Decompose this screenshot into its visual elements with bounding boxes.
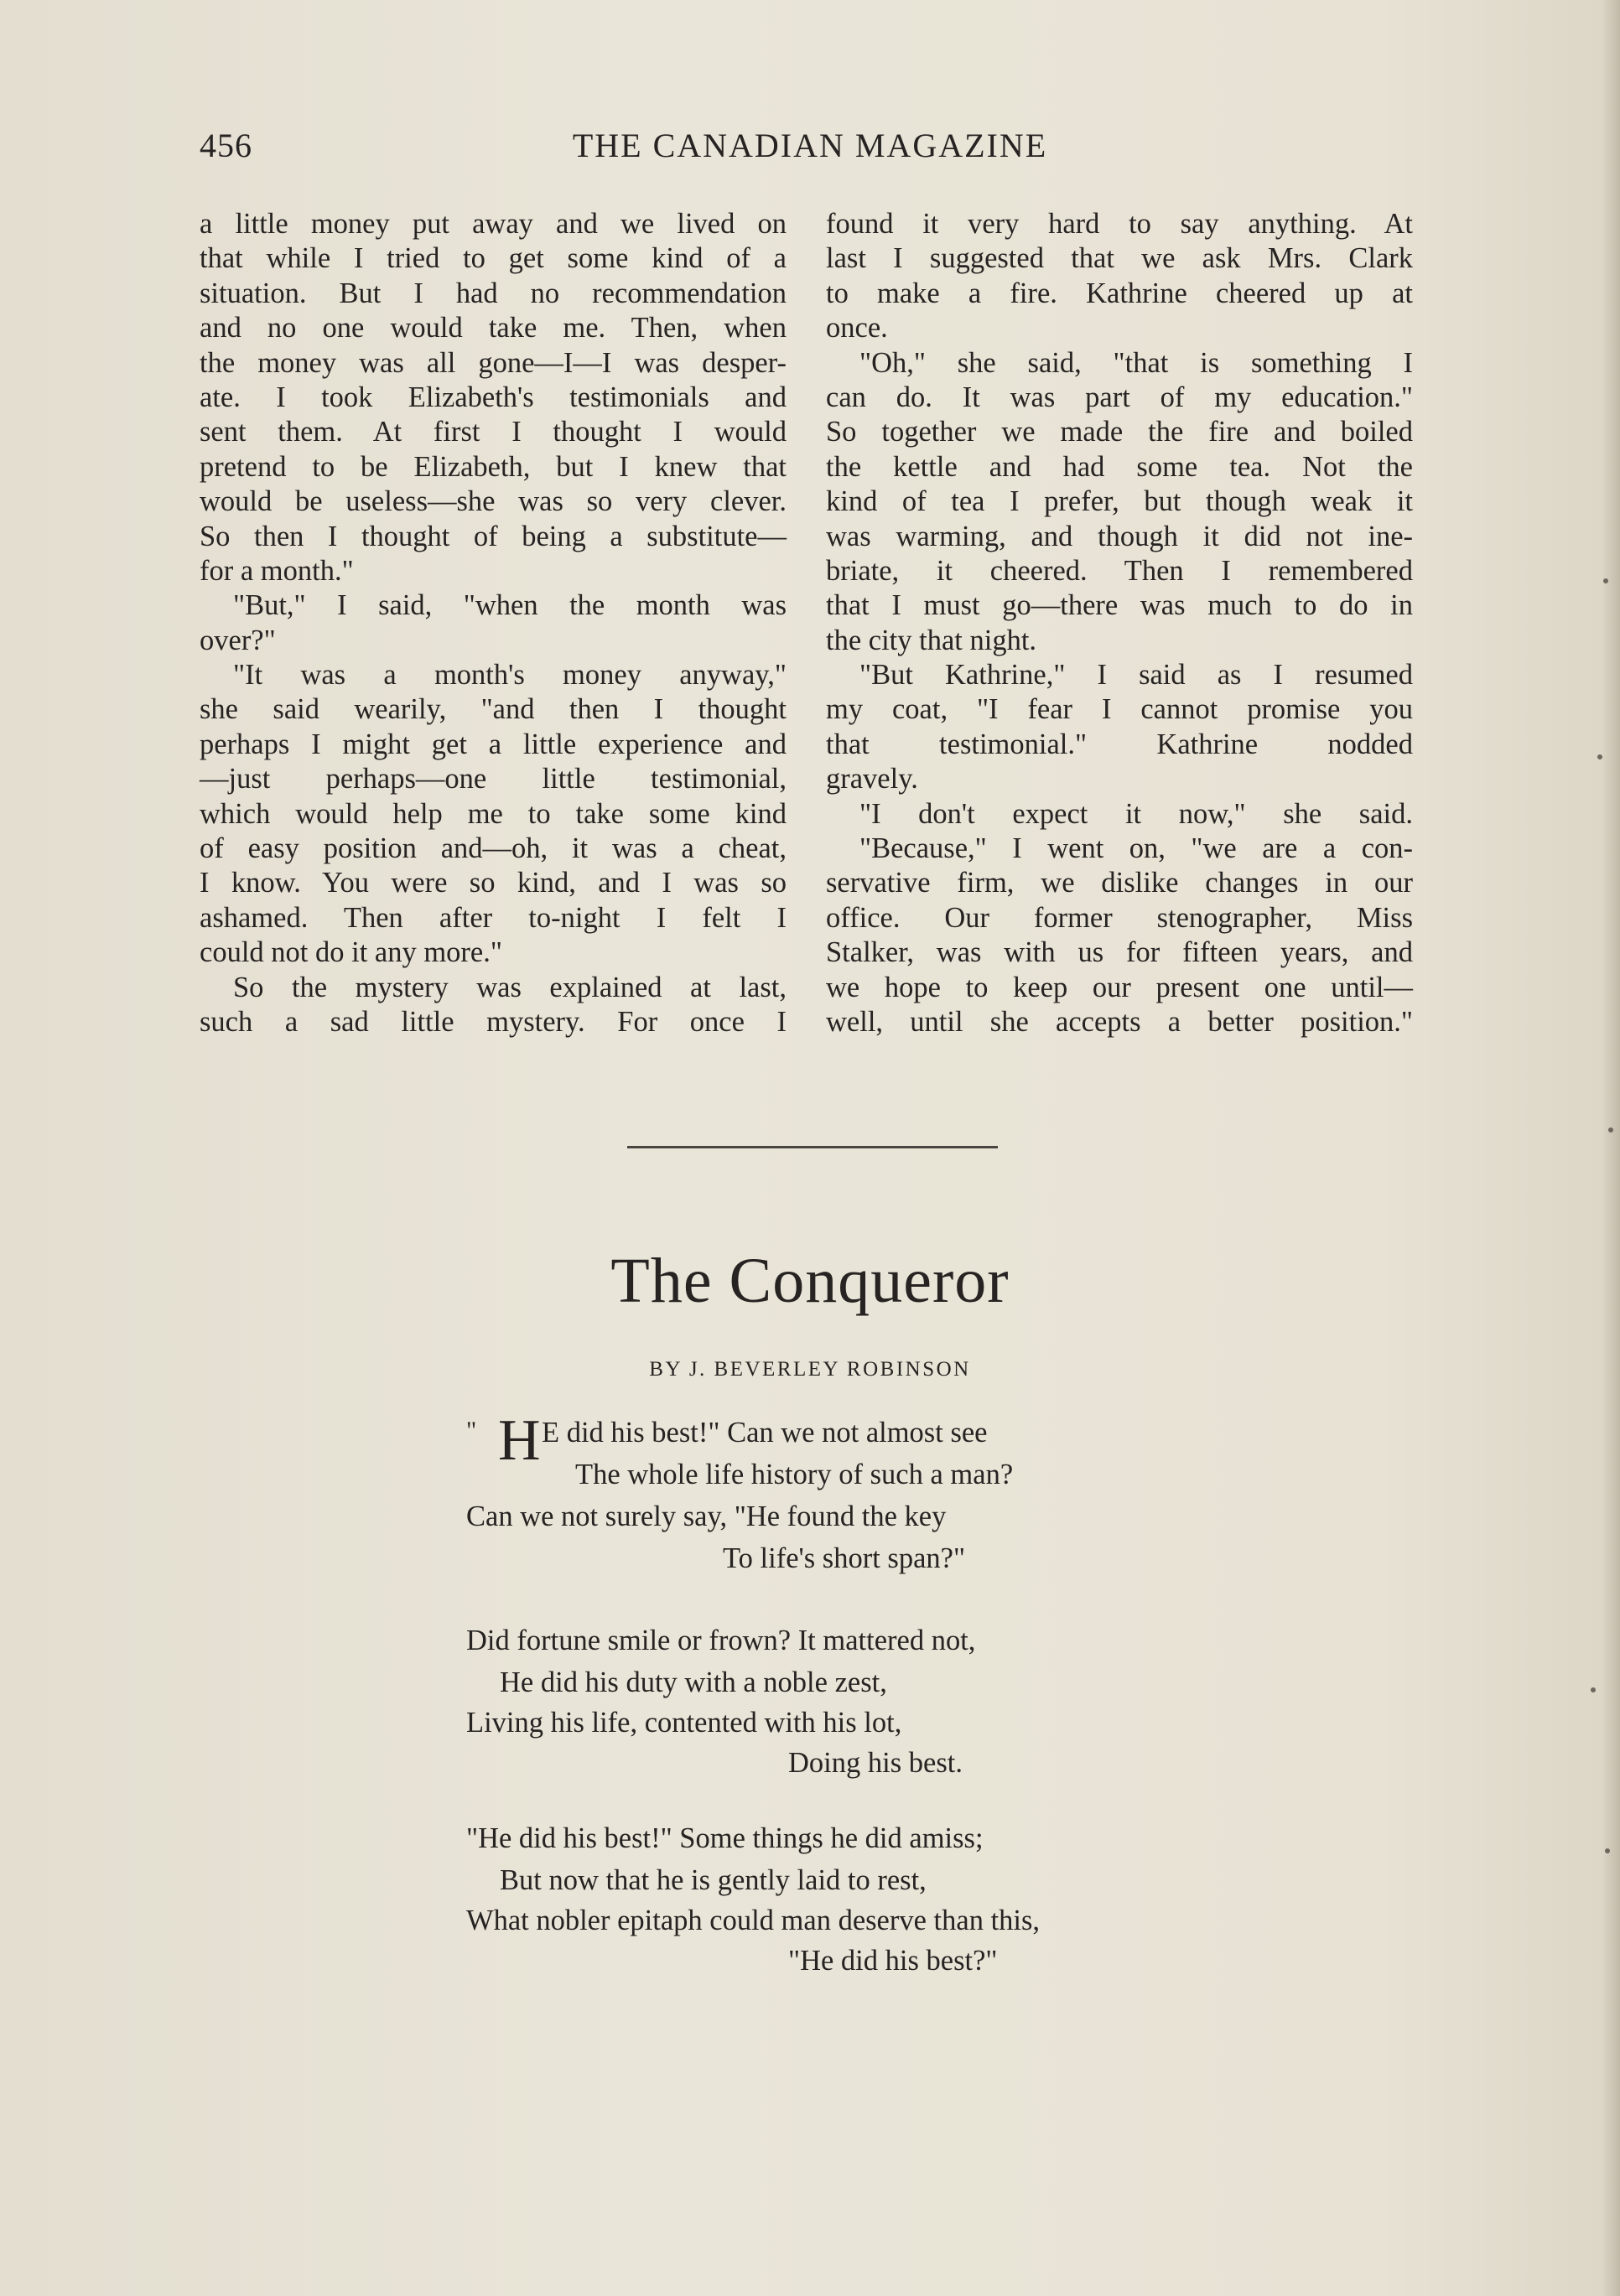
text-line: to make a fire. Kathrine cheered up at <box>826 277 1413 309</box>
poem-line: To life's short span?" <box>723 1542 966 1574</box>
text-line: So then I thought of being a substitute— <box>200 520 787 552</box>
text-line: we hope to keep our present one until— <box>826 971 1413 1003</box>
text-line: "It was a month's money anyway," <box>233 659 787 692</box>
text-line: I know. You were so kind, and I was so <box>200 867 787 899</box>
paper-speck <box>1603 578 1608 583</box>
text-line: briate, it cheered. Then I remembered <box>826 554 1413 587</box>
text-line: my coat, "I fear I cannot promise you <box>826 693 1413 726</box>
text-line: that while I tried to get some kind of a <box>200 242 787 275</box>
text-line: the kettle and had some tea. Not the <box>826 450 1413 483</box>
text-line: of easy position and—oh, it was a cheat, <box>200 832 787 865</box>
text-line: the city that night. <box>826 624 1037 656</box>
poem-line: But now that he is gently laid to rest, <box>500 1864 927 1896</box>
text-line: So together we made the fire and boiled <box>826 416 1413 448</box>
text-line: which would help me to take some kind <box>200 797 787 830</box>
page-number: 456 <box>200 127 252 164</box>
text-line: for a month." <box>200 554 354 587</box>
text-line: would be useless—she was so very clever. <box>200 485 787 518</box>
text-line: that testimonial." Kathrine nodded <box>826 728 1413 760</box>
right-column <box>826 207 1413 1039</box>
poem-line: Doing his best. <box>788 1747 963 1779</box>
text-line: gravely. <box>826 763 918 796</box>
poem-line: "He did his best!" Some things he did amiss; <box>466 1822 984 1854</box>
text-line: perhaps I might get a little experience and <box>200 728 787 760</box>
text-line: over?" <box>200 624 276 656</box>
text-line: So the mystery was explained at last, <box>233 971 787 1003</box>
poem-line-text: E did his best!" Can we not almost see <box>542 1417 988 1449</box>
text-line: —just perhaps—one little testimonial, <box>200 763 787 796</box>
section-divider <box>627 1146 998 1148</box>
text-line: could not do it any more." <box>200 936 502 969</box>
text-line: kind of tea I prefer, but though weak it <box>826 485 1413 518</box>
text-line: "But Kathrine," I said as I resumed <box>859 659 1413 692</box>
text-line: can do. It was part of my education." <box>826 381 1413 413</box>
text-line: the money was all gone—I—I was desper- <box>200 346 787 379</box>
text-line: ashamed. Then after to-night I felt I <box>200 901 787 934</box>
paper-speck <box>1605 1848 1610 1853</box>
text-line: "I don't expect it now," she said. <box>859 797 1413 830</box>
text-line: pretend to be Elizabeth, but I knew that <box>200 450 787 483</box>
text-line: and no one would take me. Then, when <box>200 312 787 345</box>
text-line: once. <box>826 312 888 345</box>
page-edge-shadow <box>1602 0 1620 2296</box>
drop-cap: H <box>498 1408 541 1473</box>
text-line: ate. I took Elizabeth's testimonials and <box>200 381 787 413</box>
open-quote: " <box>466 1417 477 1444</box>
text-line: "Oh," she said, "that is something I <box>859 346 1413 379</box>
text-line: found it very hard to say anything. At <box>826 208 1413 240</box>
text-line: situation. But I had no recommendation <box>200 277 787 309</box>
poem-line: He did his duty with a noble zest, <box>500 1666 887 1698</box>
text-line: well, until she accepts a better position." <box>826 1005 1413 1038</box>
poem-title: The Conqueror <box>610 1246 1010 1316</box>
paper-speck <box>1597 754 1602 759</box>
paper-speck <box>1608 1127 1613 1132</box>
running-head: THE CANADIAN MAGAZINE <box>572 127 1048 164</box>
text-line: she said wearily, "and then I thought <box>200 693 787 726</box>
text-line: that I must go—there was much to do in <box>826 589 1413 622</box>
poem-line: The whole life history of such a man? <box>575 1459 1014 1490</box>
text-line: last I suggested that we ask Mrs. Clark <box>826 242 1413 275</box>
poem-line: Can we not surely say, "He found the key <box>466 1500 947 1532</box>
text-line: such a sad little mystery. For once I <box>200 1005 787 1038</box>
poem-line: Did fortune smile or frown? It mattered not, <box>466 1625 976 1656</box>
poem-line: "He did his best?" <box>788 1945 998 1977</box>
left-column <box>200 207 787 1039</box>
text-line: a little money put away and we lived on <box>200 208 787 240</box>
poem-line: Living his life, contented with his lot, <box>466 1707 902 1739</box>
text-line: was warming, and though it did not ine- <box>826 520 1413 552</box>
text-line: "Because," I went on, "we are a con- <box>859 832 1413 865</box>
poem-byline: BY J. BEVERLEY ROBINSON <box>649 1358 971 1381</box>
text-line: sent them. At first I thought I would <box>200 416 787 448</box>
text-line: Stalker, was with us for fifteen years, and <box>826 936 1413 969</box>
text-line: "But," I said, "when the month was <box>233 589 787 622</box>
paper-speck <box>1591 1687 1596 1692</box>
text-line: servative firm, we dislike changes in our <box>826 867 1413 899</box>
text-line: office. Our former stenographer, Miss <box>826 901 1413 934</box>
poem-line: What nobler epitaph could man deserve than this, <box>466 1905 1041 1936</box>
